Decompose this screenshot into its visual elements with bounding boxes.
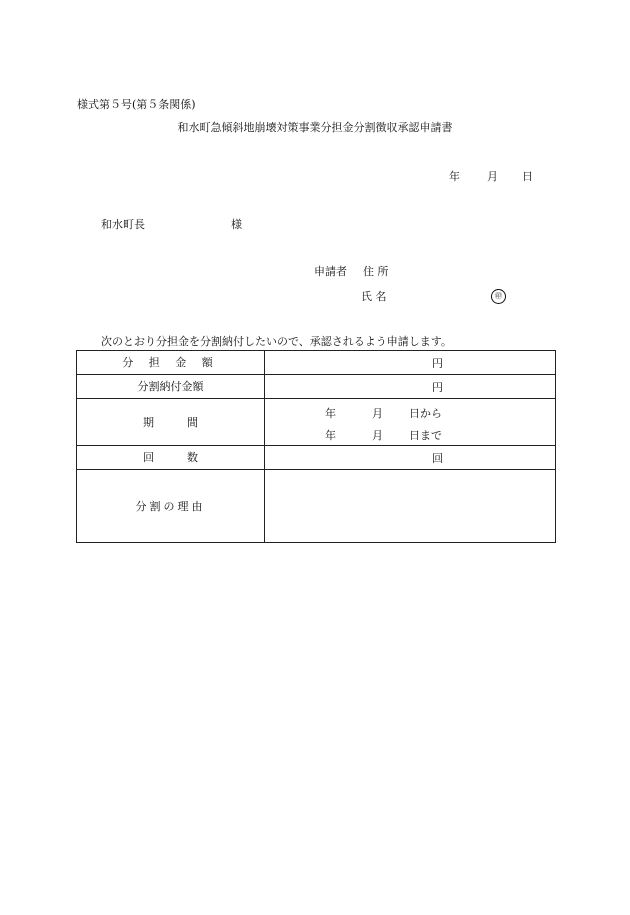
- applicant-name-label: 氏 名: [361, 290, 387, 303]
- table-row-contribution: [77, 351, 556, 375]
- applicant-address-label: 住 所: [363, 265, 389, 278]
- date-year-label: 年: [449, 170, 460, 183]
- period-value-cell[interactable]: [265, 399, 556, 446]
- table-row-period: [77, 399, 556, 446]
- table-row-reason: [77, 470, 556, 543]
- form-number: 様式第５号(第５条関係): [77, 98, 196, 111]
- reason-value-cell[interactable]: [265, 470, 556, 543]
- period-to-month: 月: [372, 429, 383, 442]
- period-to-suffix: 日まで: [409, 429, 442, 442]
- intro-text: 次のとおり分担金を分割納付したいので、承認されるよう申請します。: [101, 335, 452, 348]
- count-label: 回 数: [77, 446, 265, 470]
- application-table: [76, 350, 556, 543]
- addressee-name: 和水町長: [101, 218, 145, 231]
- installment-value-cell[interactable]: [265, 375, 556, 399]
- installment-label: 分割納付金額: [77, 375, 265, 399]
- contribution-value-cell[interactable]: [265, 351, 556, 375]
- contribution-label: 分 担 金 額: [77, 351, 265, 375]
- contribution-unit: 円: [432, 357, 443, 370]
- period-from-month: 月: [372, 407, 383, 420]
- table-row-installment: [77, 375, 556, 399]
- document-title: 和水町急傾斜地崩壊対策事業分担金分割徴収承認申請書: [177, 121, 453, 134]
- table-row-count: [77, 446, 556, 470]
- period-label: 期 間: [77, 399, 265, 446]
- seal-icon: ㊞: [491, 289, 506, 304]
- period-to-year: 年: [325, 429, 336, 442]
- addressee-honorific: 様: [231, 218, 242, 231]
- period-from-year: 年: [325, 407, 336, 420]
- installment-unit: 円: [432, 381, 443, 394]
- date-day-label: 日: [522, 170, 533, 183]
- period-from-suffix: 日から: [409, 407, 442, 420]
- applicant-role-label: 申請者: [314, 265, 347, 278]
- count-value-cell[interactable]: [265, 446, 556, 470]
- reason-label: 分割の理由: [77, 470, 265, 543]
- date-month-label: 月: [487, 170, 498, 183]
- count-unit: 回: [432, 452, 443, 465]
